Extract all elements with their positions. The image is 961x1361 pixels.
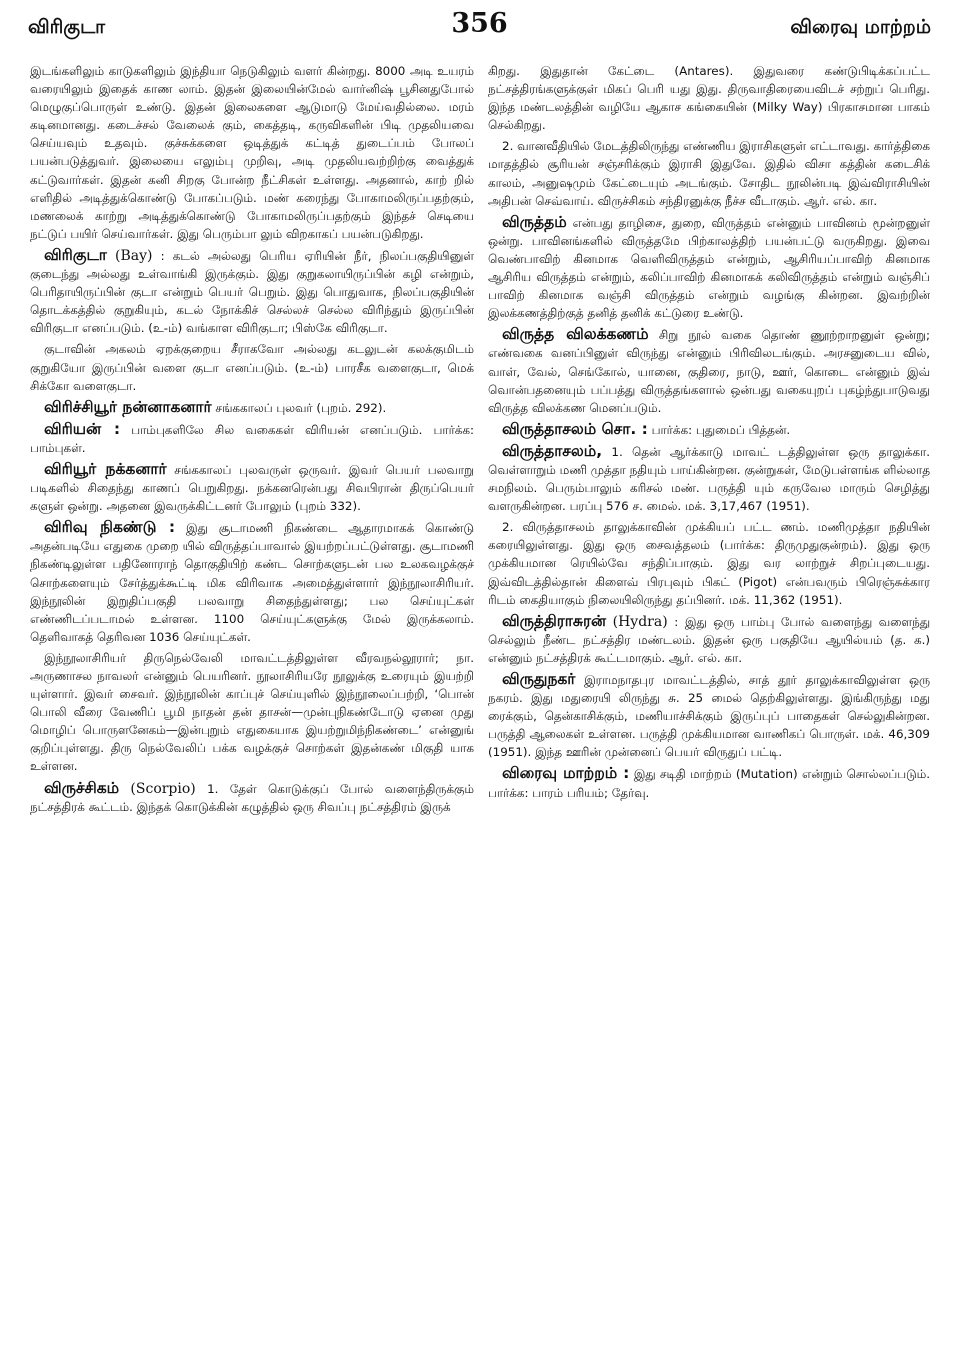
body-paragraph: கிறது. இதுதான் கேட்டை (Antares). இதுவரை கண்டுபிடிக்கப்பட்ட நட்சத்திரங்களுக்குள் மிகப் பெரி யது இது. திருவாதிரையைவிடச் சற்றுப் பெரிது. இந்த மண்டலத்தின் வழியே ஆகாச கங்கையின் (Milky Way) பிரகாசமான பாகம் செல்கிறது. (488, 64, 930, 133)
entry-headword: விருத்தம் (502, 212, 567, 231)
entry-body: சங்ககாலப் புலவருள் ஒருவர். இவர் பெயர் பலவாறு படிகளில் சிதைந்து காணப் பெறுகிறது. நக்கனரென்பது சிவபிரான் திருப்பெயர் களுள் ஒன்று. அதனை இவருக்கிட்டனர் போலும் (புறம் 332). (30, 462, 474, 514)
entry-headword: விருத்த விலக்கணம் (502, 325, 649, 344)
right-column (488, 62, 930, 1354)
entry-body: : கடல் அல்லது பெரிய ஏரியின் நீர், நிலப்பகுதியினுள் குடைந்து அல்லது உள்வாங்கி இருக்கும். இது குறுகலாயிருப்பின் கழி என்றும், பெரிதாயிருப்பின் குடா என்றும் பெயர் பெறும். இது பொதுவாக, நிலப்பகுதியின் தொடக்கத்தில் குறுகியும், கடல் நோக்கிச் செல்லச் செல்ல விரிந்தும் இருப்பின் விரிகுடா எனப்படும். (உ-ம்) வங்காள விரிகுடா; பிஸ்கே விரிகுடா. (30, 248, 474, 336)
entry-body: பாம்புகளிலே சில வகைகள் விரியன் எனப்படும். பார்க்க: பாம்புகள். (30, 422, 474, 455)
entry-body: இது சூடாமணி நிகண்டை ஆதாரமாகக் கொண்டு அதன்படியே எதுகை முறை யில் விருத்தப்பாவால் இயற்றப்பட்டுள்ளது. சூடாமணி நிகண்டிலுள்ள பதினோராந் தொகுதியிற் கண்ட சொற்களுடன் பல உலகவழக்குச் சொற்களையும் சேர்த்துக்கூட்டி மிக விரிவாக அமைத்துள்ளார் இந்நூலாசிரியர். இந்நூலின் இறுதிப்பகுதி பலவாறு சிதைந்துள்ளது; பல செய்யுட்கள் எண்ணிடப்படாமல் உள்ளன. 1100 செய்யுட்களுக்கு மேல் இருக்கலாம். தெளிவாகத் தெரிவன 1036 செய்யுட்கள். (30, 521, 474, 644)
entry-headword: விரைவு மாற்றம் : (502, 764, 630, 783)
encyclopedia-entry (30, 420, 474, 457)
body-paragraph: இந்நூலாசிரியர் திருநெல்வேலி மாவட்டத்திலுள்ள வீரவநல்லூரார்; நா. அருணாசல நாவலர் என்னும் பெயரினர். நூலாசிரியரே நூலுக்கு உரையும் இயற்றி யுள்ளார். இவர் சைவர். இந்நூலின் காப்புச் செய்யுளில் இந்நூலைப்பற்றி, ‘பொன் பொலி வீரை வேணிப் பூமி நாதன் தன் தாசன்—முன்புநிகண்டோடு ஏனை முது மொழிப் பொருளனேகம்—இன்புறும் எதுகையாக இயற்றுமிந்நிகண்டை’ என்னுங் குறிப்புள்ளது. திரு நெல்வேலிப் பக்க வழக்குச் சொற்கள் இதன்கண் மிகுதி யாக உள்ளன. (30, 650, 474, 774)
encyclopedia-entry (30, 518, 474, 646)
encyclopedia-entry (488, 764, 930, 801)
entry-body: : இது ஒரு பாம்பு போல் வளைந்து வளைந்து செல்லும் நீண்ட நட்சத்திர மண்டலம். இதன் ஒரு பகுதியே ஆயில்யம் (த. க.) என்னும் நட்சத்திரக் கூட்டமாகும். ஆர். எல். கா. (488, 614, 930, 665)
encyclopedia-entry (30, 779, 474, 816)
entry-headword: விருத்தாசலம், (502, 441, 603, 460)
running-head-left: விரிகுடா (28, 16, 106, 38)
encyclopedia-entry (30, 246, 474, 337)
entry-body: 1. தேள் கொடுக்குப் போல் வளைந்திருக்கும் நட்சத்திரக் கூட்டம். இந்தக் கொடுக்கின் கழுத்தில் ஒரு சிவப்பு நட்சத்திரம் இருக் (30, 781, 474, 814)
entry-headword: விருத்திராசுரன் (502, 611, 607, 630)
encyclopedia-entry (30, 460, 474, 515)
entry-headword: விரிகுடா (44, 245, 107, 264)
encyclopedia-entry (30, 398, 474, 417)
encyclopedia-entry (488, 670, 930, 761)
entry-body: இராமநாதபுர மாவட்டத்தில், சாத் தூர் தாலுக்காவிலுள்ள ஒரு நகரம். இது மதுரையி லிருந்து சு. 25 மைல் தெற்கிலுள்ளது. இங்கிருந்து மது ரைக்கும், தென்காசிக்கும், மணியாச்சிக்கும் இருப்புப் பாதைகள் செல்லுகின்றன. பருத்தி ஆலைகள் உள்ளன. பருத்தி முக்கியமான வாணிகப் பொருள். மக். 46,309 (1951). இந்த ஊரின் முன்னைப் பெயர் விருதுப் பட்டி. (488, 673, 930, 760)
entry-english-term: (Hydra) (612, 613, 668, 630)
entry-headword: விரிவு நிகண்டு : (44, 518, 176, 537)
left-column (30, 62, 474, 1354)
entry-body: என்பது தாழிசை, துறை, விருத்தம் என்னும் பாவினம் மூன்றனுள் ஒன்று. பாவினங்களில் விருத்தமே பிற்காலத்திற் பயன்பட்டு வருகிறது. இவை வெண்பாவிற் கினமாக வெளிவிருத்தம் என்றும், ஆசிரியப்பாவிற் கினமாக ஆசிரிய விருத்தம் என்றும், கலிப்பாவிற் கினமாகக் கலிவிருத்தம் என்றும் வஞ்சிப் பாவிற் கினமாக வஞ்சி விருத்தம் என்றும் வழங்கு கின்றன. இவற்றின் இலக்கணத்திற்குத் தனித் தனிக் கட்டுரை உண்டு. (488, 215, 930, 321)
entry-body: சங்ககாலப் புலவர் (புறம். 292). (215, 400, 387, 415)
entry-body: பார்க்க: புதுமைப் பித்தன். (651, 422, 791, 437)
entry-headword: விரிச்சியூர் நன்னாகனார் (44, 397, 212, 416)
entry-headword: விருச்சிகம் (44, 778, 120, 797)
encyclopedia-entry (488, 612, 930, 667)
encyclopedia-entry (488, 420, 930, 439)
entry-headword: விரியன் : (44, 419, 121, 438)
encyclopedia-entry (488, 325, 930, 416)
entry-headword: விருத்தாசலம் சொ. : (502, 419, 648, 438)
entry-english-term: (Scorpio) (130, 780, 196, 797)
body-paragraph: 2. வானவீதியில் மேடத்திலிருந்து எண்ணிய இராசிகளுள் எட்டாவது. கார்த்திகை மாதத்தில் சூரியன் சஞ்சரிக்கும் இராசி இதுவே. இதில் விசா கத்தின் கடைசிக் காலம், அனுஷமும் கேட்டையும் அடங்கும். சோதிட நூலின்படி இவ்விராசியின் அதிபன் செவ்வாய். விருச்சிகம் சந்திரனுக்கு நீச்ச வீடாகும். ஆர். எல். கா. (488, 139, 930, 208)
body-paragraph: இடங்களிலும் காடுகளிலும் இந்தியா நெடுகிலும் வளர் கின்றது. 8000 அடி உயரம் வரையிலும் இதைக் காண லாம். இதன் இலையின்மேல் வார்னிஷ் பூசினதுபோல் மெழுகுப்பொருள் உண்டு. இதன் இலைகளை ஆடுமாடு மேய்வதில்லை. மரம் கடினமானது. கடைச்சல் வேலைக் கும், கைத்தடி, கருவிகளின் பிடி முதலியவை செய்யவும் உதவும். குச்சுக்களை ஒடித்துக் கட்டித் துடைப்பம் போலப் பயன்படுத்துவர். இலையை எலும்பு முறிவு, அடி முதலியவற்றிற்கு வைத்துக் கட்டுவார்கள். இதன் கனி சிறகு போன்ற நீட்சிகள் உள்ளது. அதனால், காற் றில் எளிதில் அடித்துக்கொண்டு போகப்படும். மண் கரைந்து போகாமலிருப்பதற்கும், மணலைக் காற்று அடித்துக்கொண்டு போகாமலிருப்பதற்கும் இந்தச் செடியை நட்டுப் பயிர் செய்வார்கள். இது பெரும்பா லும் விறகாகப் பயன்படுகிறது. (30, 64, 474, 241)
page-header (28, 8, 931, 48)
body-paragraph: 2. விருத்தாசலம் தாலுக்காவின் முக்கியப் பட்ட ணம். மணிமுத்தா நதியின் கரையிலுள்ளது. இது ஒரு சைவத்தலம் (பார்க்க: திருமுதுகுன்றம்). இது ஒரு முக்கியமான ரெயில்வே சந்திப்பாகும். இது வர லாற்றுச் சிறப்புடையது. இவ்விடத்தில்தான் கிளைவ் பிரபுவும் பிகட் (Pigot) என்பவரும் பிரெஞ்சுக்கார ரிடம் கைதியாகும் நிலையிலிருந்து தப்பினர். மக். 11,362 (1951). (488, 520, 930, 607)
entry-headword: விரியூர் நக்கனார் (44, 459, 167, 478)
entry-english-term: (Bay) (115, 247, 153, 264)
entry-body: இது சடிதி மாற்றம் (Mutation) என்றும் சொல்லப்படும். பார்க்க: பாரம் பரியம்; தேர்வு. (488, 767, 930, 800)
body-paragraph: குடாவின் அகலம் ஏறக்குறைய சீராகவோ அல்லது கடலுடன் கலக்குமிடம் குறுகியோ இருப்பின் வளை குடா எனப்படும். (உ-ம்) பாரசீக வளைகுடா, மெக் சிக்கோ வளைகுடா. (30, 342, 474, 393)
running-head-right: விரைவு மாற்றம் (790, 16, 931, 38)
encyclopedia-entry (488, 213, 930, 323)
page-number: 356 (451, 8, 508, 39)
entry-headword: விருதுநகர் (502, 670, 576, 688)
encyclopedia-entry (488, 442, 930, 515)
entry-body: 1. தென் ஆர்க்காடு மாவட் டத்திலுள்ள ஒரு தாலுக்கா. வெள்ளாறும் மணி முத்தா நதியும் பாய்கின்றன. குன்றுகள், மேடுபள்ளங்க ளில்லாத சமநிலம். பெரும்பாலும் கரிசல் மண். பருத்தி யும் கருவேல மாரும் செழித்து வளருகின்றன. பரப்பு 576 ச. மைல். மக். 3,17,467 (1951). (488, 444, 930, 514)
entry-body: சிறு நூல் வகை தொண் ணூற்றாறனுள் ஒன்று; எண்வகை வனப்பினுள் விருந்து என்னும் பிரிவிலடங்கும். அரசனுடைய வில், வாள், வேல், செங்கோல், யானை, குதிரை, நாடு, ஊர், கொடை என்னும் இவ் வொன்பதனையும் பப்பத்து விருத்தங்களால் ஒன்பது வகையுறப் புகழ்ந்துபாடுவது விருத்த விலக்கண மெனப்படும். (488, 328, 930, 415)
